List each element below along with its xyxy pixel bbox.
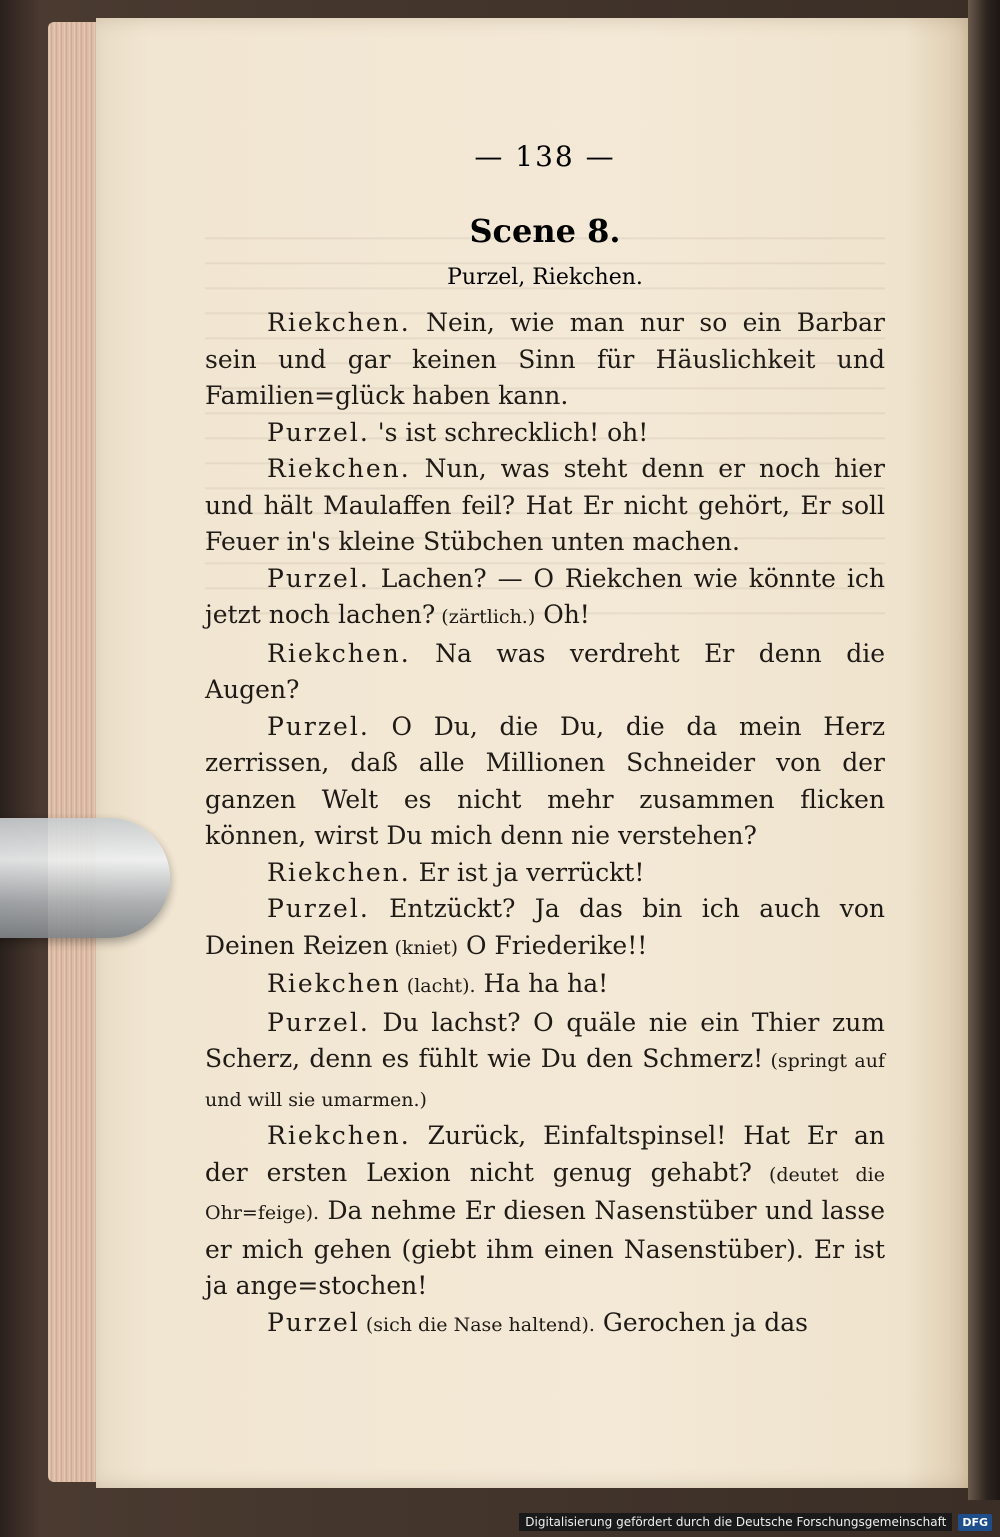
speaker-name: Purzel <box>267 1307 360 1337</box>
page-clip <box>0 818 170 938</box>
dialogue-text: Nun, was steht denn er noch hier und hält Maulaffen feil? Hat Er nicht gehört, Er soll Feuer in's kleine Stübchen unten machen. <box>205 454 885 556</box>
paragraph <box>205 305 885 415</box>
speaker-name: Riekchen <box>267 969 401 998</box>
dialogue-text: Oh! <box>535 600 590 629</box>
dialogue-text: Er ist ja verrückt! <box>410 857 645 887</box>
speaker-name: Purzel. <box>267 1007 370 1037</box>
stage-direction: (kniet) <box>388 936 459 959</box>
stage-direction: (zärtlich.) <box>435 606 536 628</box>
speaker-name: Purzel. <box>267 711 370 741</box>
paragraph <box>205 709 885 855</box>
speaker-name: Riekchen. <box>267 454 411 483</box>
dialogue-body <box>205 305 885 1343</box>
stage-direction: (sich die Nase haltend). <box>359 1313 595 1336</box>
dfg-logo-icon: DFG <box>958 1514 992 1531</box>
footer-credit-text: Digitalisierung gefördert durch die Deutsche Forschungsgemeinschaft <box>519 1513 952 1531</box>
footer-credit <box>519 1511 992 1533</box>
stage-direction: (springt auf und will sie umarmen.) <box>205 1050 885 1111</box>
speaker-name: Purzel. <box>267 894 370 923</box>
dialogue-text: 's ist schrecklich! oh! <box>369 417 649 447</box>
paragraph <box>205 451 885 561</box>
dialogue-text: Ha ha ha! <box>475 969 609 998</box>
page-number: — 138 — <box>474 140 616 173</box>
dialogue-text: Lachen? — O Riekchen wie könnte ich jetzt noch lachen? <box>205 563 885 629</box>
dialogue-text: Na was verdreht Er denn die Augen? <box>205 638 885 704</box>
book-spine-shadow <box>968 0 1000 1500</box>
speaker-name: Purzel. <box>267 563 370 593</box>
dialogue-text: Nein, wie man nur so ein Barbar sein und gar keinen Sinn für Häuslichkeit und Familien=glück haben kann. <box>205 308 885 410</box>
scene-title: Scene 8. <box>469 212 621 250</box>
stage-direction: (lacht). <box>400 975 476 997</box>
speaker-name: Riekchen. <box>267 308 411 337</box>
dialogue-text: Da nehme Er diesen Nasenstüber und lasse er mich gehen (giebt ihm einen Nasenstüber). Er ist ja ange=stochen! <box>205 1196 885 1300</box>
paragraph <box>205 636 885 709</box>
paragraph <box>205 855 885 892</box>
paragraph <box>205 1118 885 1305</box>
paragraph <box>205 1305 885 1344</box>
dialogue-text: Zurück, Einfaltspinsel! Hat Er an der ersten Lexion nicht genug gehabt? <box>205 1121 885 1187</box>
speaker-name: Riekchen. <box>267 857 411 887</box>
dialogue-text: Entzückt? Ja das bin ich auch von Deinen Reizen <box>205 894 885 960</box>
paragraph <box>205 891 885 966</box>
speaker-name: Riekchen. <box>267 1121 411 1150</box>
persons-list: Purzel, Riekchen. <box>447 265 643 290</box>
speaker-name: Purzel. <box>267 417 370 447</box>
dialogue-text: Du lachst? O quäle nie ein Thier zum Scherz, denn es fühlt wie Du den Schmerz! <box>205 1007 885 1073</box>
stage-direction: (deutet die Ohr=feige). <box>205 1163 886 1224</box>
paragraph <box>205 561 885 636</box>
dialogue-text: O Friederike!! <box>458 930 648 960</box>
paragraph <box>205 1005 885 1119</box>
paragraph <box>205 415 885 452</box>
paragraph <box>205 966 885 1005</box>
speaker-name: Riekchen. <box>267 638 411 668</box>
dialogue-text: Gerochen ja das <box>594 1307 808 1337</box>
dialogue-text: O Du, die Du, die da mein Herz zerrissen, daß alle Millionen Schneider von der ganzen Welt es nicht mehr zusammen flicken können, wirst Du mich denn nie verstehen? <box>205 711 885 850</box>
